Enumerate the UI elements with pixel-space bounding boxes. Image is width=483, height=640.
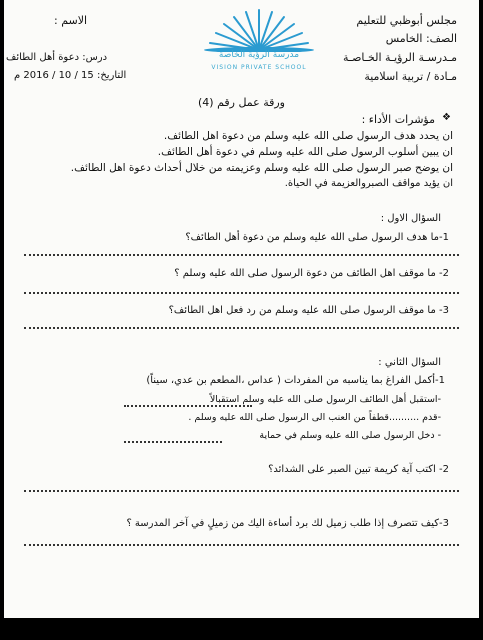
- subject-label: مـادة / تربية اسلامية: [364, 70, 457, 83]
- date-label: التاريخ: 15 / 10 / 2016 م: [14, 70, 127, 81]
- q1-item: 1-ما هدف الرسول صلى الله عليه وسلم من دعوة أهل الطائف؟: [185, 232, 449, 243]
- fill-blank[interactable]: [124, 405, 252, 407]
- answer-line[interactable]: [24, 254, 459, 256]
- council-name: مجلس أبوظبي للتعليم: [356, 14, 457, 27]
- school-logo: [184, 6, 334, 76]
- indicators-heading: مؤشرات الأداء :: [361, 113, 435, 126]
- indicator-item: ان يبين أسلوب الرسول صلى الله عليه وسلم في دعوة أهل الطائف.: [157, 146, 453, 158]
- indicator-item: ان يوضح صبر الرسول صلى الله عليه وسلم وعزيمته من خلال أحداث دعوة اهل الطائف.: [70, 162, 453, 174]
- worksheet-page: [4, 0, 479, 618]
- q2-instruction: 1-أكمل الفراغ بما يناسبه من المفردات ( عداس ،المطعم بن عدي، سيناً): [146, 375, 445, 386]
- answer-line[interactable]: [24, 292, 459, 294]
- q2-fill-item: -قدم ..........قطفاً من العنب الى الرسول صلى الله عليه وسلم .: [188, 412, 441, 423]
- q2-fill-item: -استقبل أهل الطائف الرسول صلى الله عليه وسلم استقبالاً: [209, 394, 441, 405]
- screen-bottom-bar: [0, 618, 483, 640]
- answer-line[interactable]: [24, 544, 459, 546]
- indicator-item: ان يحدد هدف الرسول صلى الله عليه وسلم من دعوة اهل الطائف.: [163, 130, 453, 142]
- school-name: مـدرسـة الرؤيـة الخـاصـة: [342, 51, 457, 64]
- logo-arabic-text: مدرسة الرؤية الخاصة: [218, 50, 300, 60]
- q2-item: 2- اكتب آية كريمة تبين الصبر على الشدائد؟: [268, 464, 449, 475]
- diamond-bullet-icon: ❖: [442, 112, 451, 123]
- lesson-label: درس: دعوة أهل الطائف: [6, 52, 108, 63]
- indicator-item: ان يؤيد مواقف الصبروالعزيمة في الحياة.: [284, 178, 453, 189]
- logo-english-text: VISION PRIVATE SCHOOL: [211, 64, 307, 71]
- q2-heading: السؤال الثاني :: [378, 357, 441, 368]
- q2-fill-item: - دخل الرسول صلى الله عليه وسلم في حماية: [259, 430, 441, 441]
- worksheet-title: ورقة عمل رقم (4): [197, 96, 285, 109]
- answer-line[interactable]: [24, 327, 459, 329]
- q2-item: 3-كيف تتصرف إذا طلب زميل لك برد أساءة اليك من زميلٍ في آخر المدرسة ؟: [126, 518, 449, 529]
- answer-line[interactable]: [24, 490, 459, 492]
- grade-label: الصف: الخامس: [385, 32, 457, 45]
- q1-item: 2- ما موقف اهل الطائف من دعوة الرسول صلى الله عليه وسلم ؟: [174, 268, 449, 279]
- sunburst-logo-icon: [184, 6, 334, 52]
- fill-blank[interactable]: [124, 441, 222, 443]
- q1-heading: السؤال الاول :: [380, 213, 441, 224]
- q1-item: 3- ما موقف الرسول صلى الله عليه وسلم من رد فعل اهل الطائف؟: [168, 305, 449, 316]
- name-label: الاسم :: [54, 14, 88, 27]
